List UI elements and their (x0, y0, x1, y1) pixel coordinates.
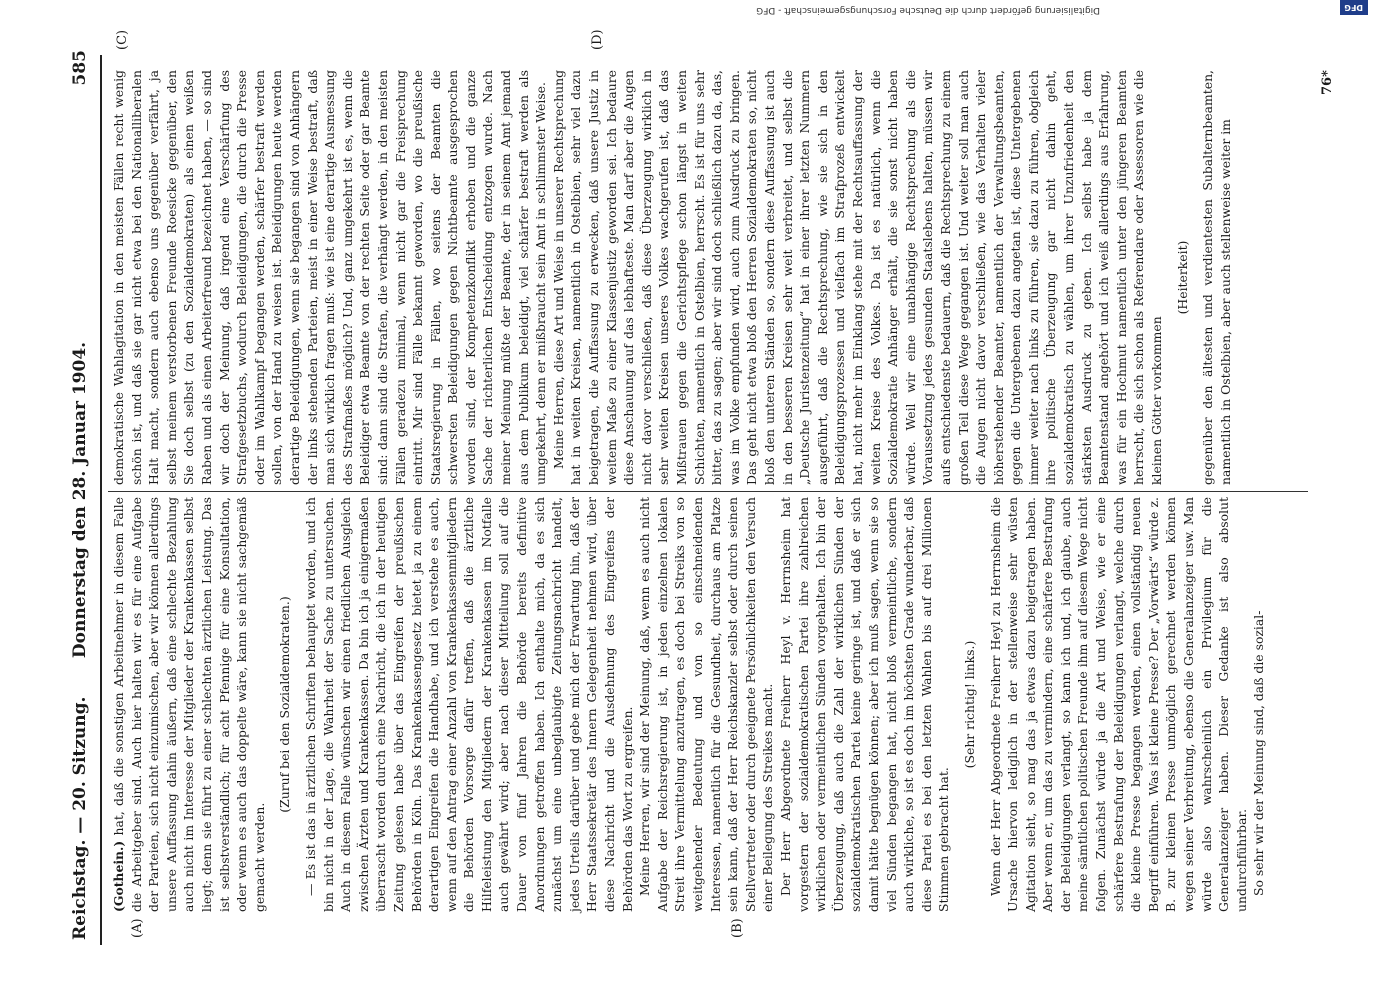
signature-mark: 76* (1320, 70, 1335, 95)
left-paragraph-1: (Zuruf bei den Sozialdemokraten.) (277, 596, 293, 813)
header-rule (100, 55, 102, 945)
margin-marker-a: (A) (130, 918, 145, 938)
right-column (110, 70, 1233, 485)
left-paragraph-3: Meine Herren, wir sind der Meinung, daß, wenn es auch nicht Aufgabe der Reichsregierung ist, in jeden einzelnen lokalen Streit ihre Vermittelung anzutragen, es doch bei Streiks von so weitgehender Bedeutung und von so einschneidenden Interessen, namentlich für die Gesundheit, durchaus am Platze sein kann, daß der Herr Reichskanzler selbst oder durch seinen Stellvertreter oder durch geeignete Persönlichkeiten den Versuch einer Beilegung des Streikes macht. (637, 497, 776, 912)
right-paragraph-1: Meine Herren, diese Art und Weise in unserer Rechtsprechung hat in weiten Kreisen, namentlich in Ostelbien, sehr viel dazu beigetragen, die Auffassung zu erwecken, daß unsere Justiz in weitem Maße zu einer Klassenjustiz geworden sei. Ich bedaure diese Anschauung auf das lebhafteste. Man darf aber die Augen nicht davor verschließen, daß diese Überzeugung wirklich in sehr weiten Kreisen unseres Volkes wachgerufen ist, daß das Mißtrauen gegen die Gerichtspflege schon längst in weiten Schichten, namentlich in Ostelbien, herrscht. Es ist für uns sehr bitter, das zu sagen; aber wir sind doch schließlich dazu da, das, was im Volke empfunden wird, auch zum Ausdruck zu bringen. Das geht nicht etwa bloß den Herren Sozialdemokraten so, nicht bloß den unteren Ständen so, sondern diese Auffassung ist auch in den besseren Kreisen sehr weit verbreitet, und selbst die „Deutsche Juristenzeitung“ hat in einer ihrer letzten Nummern ausgeführt, daß die Rechtsprechung, wie sie sich in den Beleidigungsprozessen und vielfach im Strafprozeß entwickelt hat, nicht mehr im Einklang stehe mit der Rechtsauffassung der weiten Kreise des Volkes. Da ist es natürlich, wenn die Sozialdemokratie Anhänger erhält, die sie sonst nicht haben würde. Weil wir eine unabhängige Rechtsprechung als die Voraussetzung jedes gesunden Staatslebens halten, müssen wir aufs entschiedenste bedauern, daß die Rechtsprechung zu einem großen Teil diese Wege gegangen ist. Und weiter soll man auch die Augen nicht davor verschließen, wie das Verhalten vieler höherstehender Beamter, namentlich der Verwaltungsbeamten, gegen die Untergebenen dazu angetan ist, diese Untergebenen immer weiter nach links zu führen, sie dazu zu führen, obgleich ihre politische Überzeugung gar nicht dahin geht, sozialdemokratisch zu wählen, um ihrer Unzufriedenheit den stärksten Ausdruck zu geben. Ich selbst habe ja dem Beamtenstand angehört und ich weiß allerdings aus Erfahrung, was für ein Hochmut namentlich unter den jüngeren Beamten herrscht, die sich schon als Referendare oder Assessoren wie die kleinen Götter vorkommen (550, 70, 1165, 485)
column-divider (108, 491, 1308, 492)
header-left: Reichstag. — 20. Sitzung. (70, 696, 90, 940)
speaker-label: (Gothein.) (111, 840, 126, 912)
left-paragraph-5: (Sehr richtig! links.) (961, 640, 977, 769)
digitization-credit: Digitalisierung gefördert durch die Deutsche Forschungsgemeinschaft - DFG (756, 5, 1100, 15)
margin-marker-d: (D) (590, 29, 605, 50)
digitization-strip (0, 0, 1383, 15)
header-date: Donnerstag den 28. Januar 1904. (70, 341, 90, 659)
left-paragraph-7: So sehr wir der Meinung sind, daß die sozial- (1251, 610, 1267, 896)
left-paragraph-6: Wenn der Herr Abgeordnete Freiherr Heyl zu Herrnsheim die Ursache hiervon lediglich in der stellenweise sehr wüsten Agitation sieht, so mag das ja etwas dazu beigetragen haben. Aber wenn er, um das zu vermindern, eine schärfere Bestrafung der Beleidigungen verlangt, so kann ich und, ich glaube, auch meine sämtlichen politischen Freunde ihm auf diesem Wege nicht folgen. Zunächst würde ja die Art und Weise, wie er eine schärfere Bestrafung der Beleidigungen verlangt, welche durch die kleine Presse begangen werden, einen vollständig neuen Begriff einführen. Was ist kleine Presse? Der „Vorwärts“ würde z. B. zur kleinen Presse unmöglich gerechnet werden können wegen seiner Verbreitung, ebenso die Generalanzeiger usw. Man würde also wahrscheinlich ein Privilegium für die Generalanzeiger haben. Dieser Gedanke ist also absolut undurchführbar. (987, 497, 1249, 912)
left-column (110, 497, 1320, 912)
right-paragraph-3: gegenüber den ältesten und verdientesten Subalternbeamten, namentlich in Ostelbien, aber auch stellenweise weiter im (1200, 70, 1233, 485)
left-paragraph-0: hat, daß die sonstigen Arbeitnehmer in diesem Falle die Arbeitgeber sind. Auch hier halten wir es für eine Aufgabe der Parteien, sich nicht einzumischen, aber wir können allerdings unsere Auffassung dahin äußern, daß eine schlechte Bezahlung auch nicht im Interesse der Mitglieder der Krankenkassen selbst liegt; denn sie führt zu einer schlechten ärztlichen Leistung. Das ist selbstverständlich; für acht Pfennige für eine Konsultation, oder wenn es auch das doppelte wäre, kann sie nicht sachgemäß gemacht werden. (111, 497, 267, 912)
margin-marker-c: (C) (115, 29, 130, 50)
right-paragraph-0: demokratische Wahlagitation in den meisten Fällen recht wenig schön ist, und daß sie gar nicht etwa bei den Nationalliberalen Halt macht, sondern auch ebenso uns gegenüber verfährt, ja selbst meinem verstorbenen Freunde Roesicke gegenüber, den Sie doch selbst (zu den Sozialdemokraten) als einen weißen Raben und als einen Arbeiterfreund bezeichnet haben, — so sind wir doch der Meinung, daß irgend eine Verschärfung des Strafgesetzbuchs, wodurch Beleidigungen, die durch die Presse oder im Wahlkampf begangen werden, schärfer bestraft werden sollen, von der Hand zu weisen ist. Beleidigungen heute werden derartige Beleidigungen, wenn sie begangen sind von Anhängern der links stehenden Parteien, meist in einer Weise bestraft, daß man sich wirklich fragen muß: wie ist eine derartige Ausmessung des Strafmaßes möglich? Und, ganz umgekehrt ist es, wenn die Beleidiger etwa Beamte von der rechten Seite oder gar Beamte sind: dann sind die Strafen, die verhängt werden, in den meisten Fällen geradezu minimal, wenn nicht gar die Freisprechung eintritt. Mir sind Fälle bekannt geworden, wo die preußische Staatsregierung in Fällen, wo seitens der Beamten die schwersten Beleidigungen gegen Nichtbeamte ausgesprochen worden sind, der Kompetenzkonflikt erhoben und die ganze Sache der richterlichen Entscheidung entzogen wurde. Nach meiner Meinung müßte der Beamte, der in seinem Amt jemand aus dem Publikum beleidigt, viel schärfer bestraft werden als umgekehrt, denn er mißbraucht sein Amt in schlimmster Weise. (111, 70, 549, 485)
dfg-logo: DFG (1340, 0, 1368, 15)
margin-marker-b: (B) (730, 918, 745, 938)
page-number: 585 (70, 50, 90, 86)
page-header (70, 50, 96, 950)
left-paragraph-2: — Es ist das in ärztlichen Schriften behauptet worden, und ich bin nicht in der Lage, die Wahrheit der Sache zu untersuchen. Auch in diesem Falle wünschen wir einen friedlichen Ausgleich zwischen Ärzten und Krankenkassen. Da bin ich ja einigermaßen überrascht worden durch eine Nachricht, die ich in der heutigen Zeitung gelesen habe über das Eingreifen der preußischen Behörden in Köln. Das Krankenkassengesetz bietet ja zu einem derartigen Eingreifen die Handhabe, und ich verstehe es auch, wenn auf den Antrag einer Anzahl von Krankenkassenmitgliedern die Behörden Vorsorge dafür treffen, daß die ärztliche Hilfeleistung den Mitgliedern der Krankenkassen im Notfalle auch gewährt wird; aber nach dieser Mitteilung soll auf die Dauer von fünf Jahren die Behörde bereits definitive Anordnungen getroffen haben. Ich enthalte mich, da es sich zunächst um eine unbeglaubigte Zeitungsnachricht handelt, jedes Urteils darüber und gebe mich der Erwartung hin, daß der Herr Staatssekretär des Innern Gelegenheit nehmen wird, über diese Nachricht und die Ausdehnung des Eingreifens der Behörden das Wort zu ergreifen. (302, 497, 635, 912)
left-paragraph-4: Der Herr Abgeordnete Freiherr Heyl v. Herrnsheim hat vorgestern der sozialdemokratischen Partei ihre zahlreichen wirklichen oder vermeintlichen Sünden vorgehalten. Ich bin der Überzeugung, daß auch die Zahl der wirklichen Sünden der sozialdemokratischen Partei keine geringe ist, und daß er sich damit hätte begnügen können; aber ich muß sagen, wenn sie so viel Sünden begangen hat, nicht bloß vermeintliche, sondern auch wirkliche, so ist es doch im höchsten Grade wunderbar, daß diese Partei es bei den letzten Wahlen bis auf drei Millionen Stimmen gebracht hat. (777, 497, 952, 912)
right-paragraph-2: (Heiterkeit) (1174, 240, 1190, 315)
